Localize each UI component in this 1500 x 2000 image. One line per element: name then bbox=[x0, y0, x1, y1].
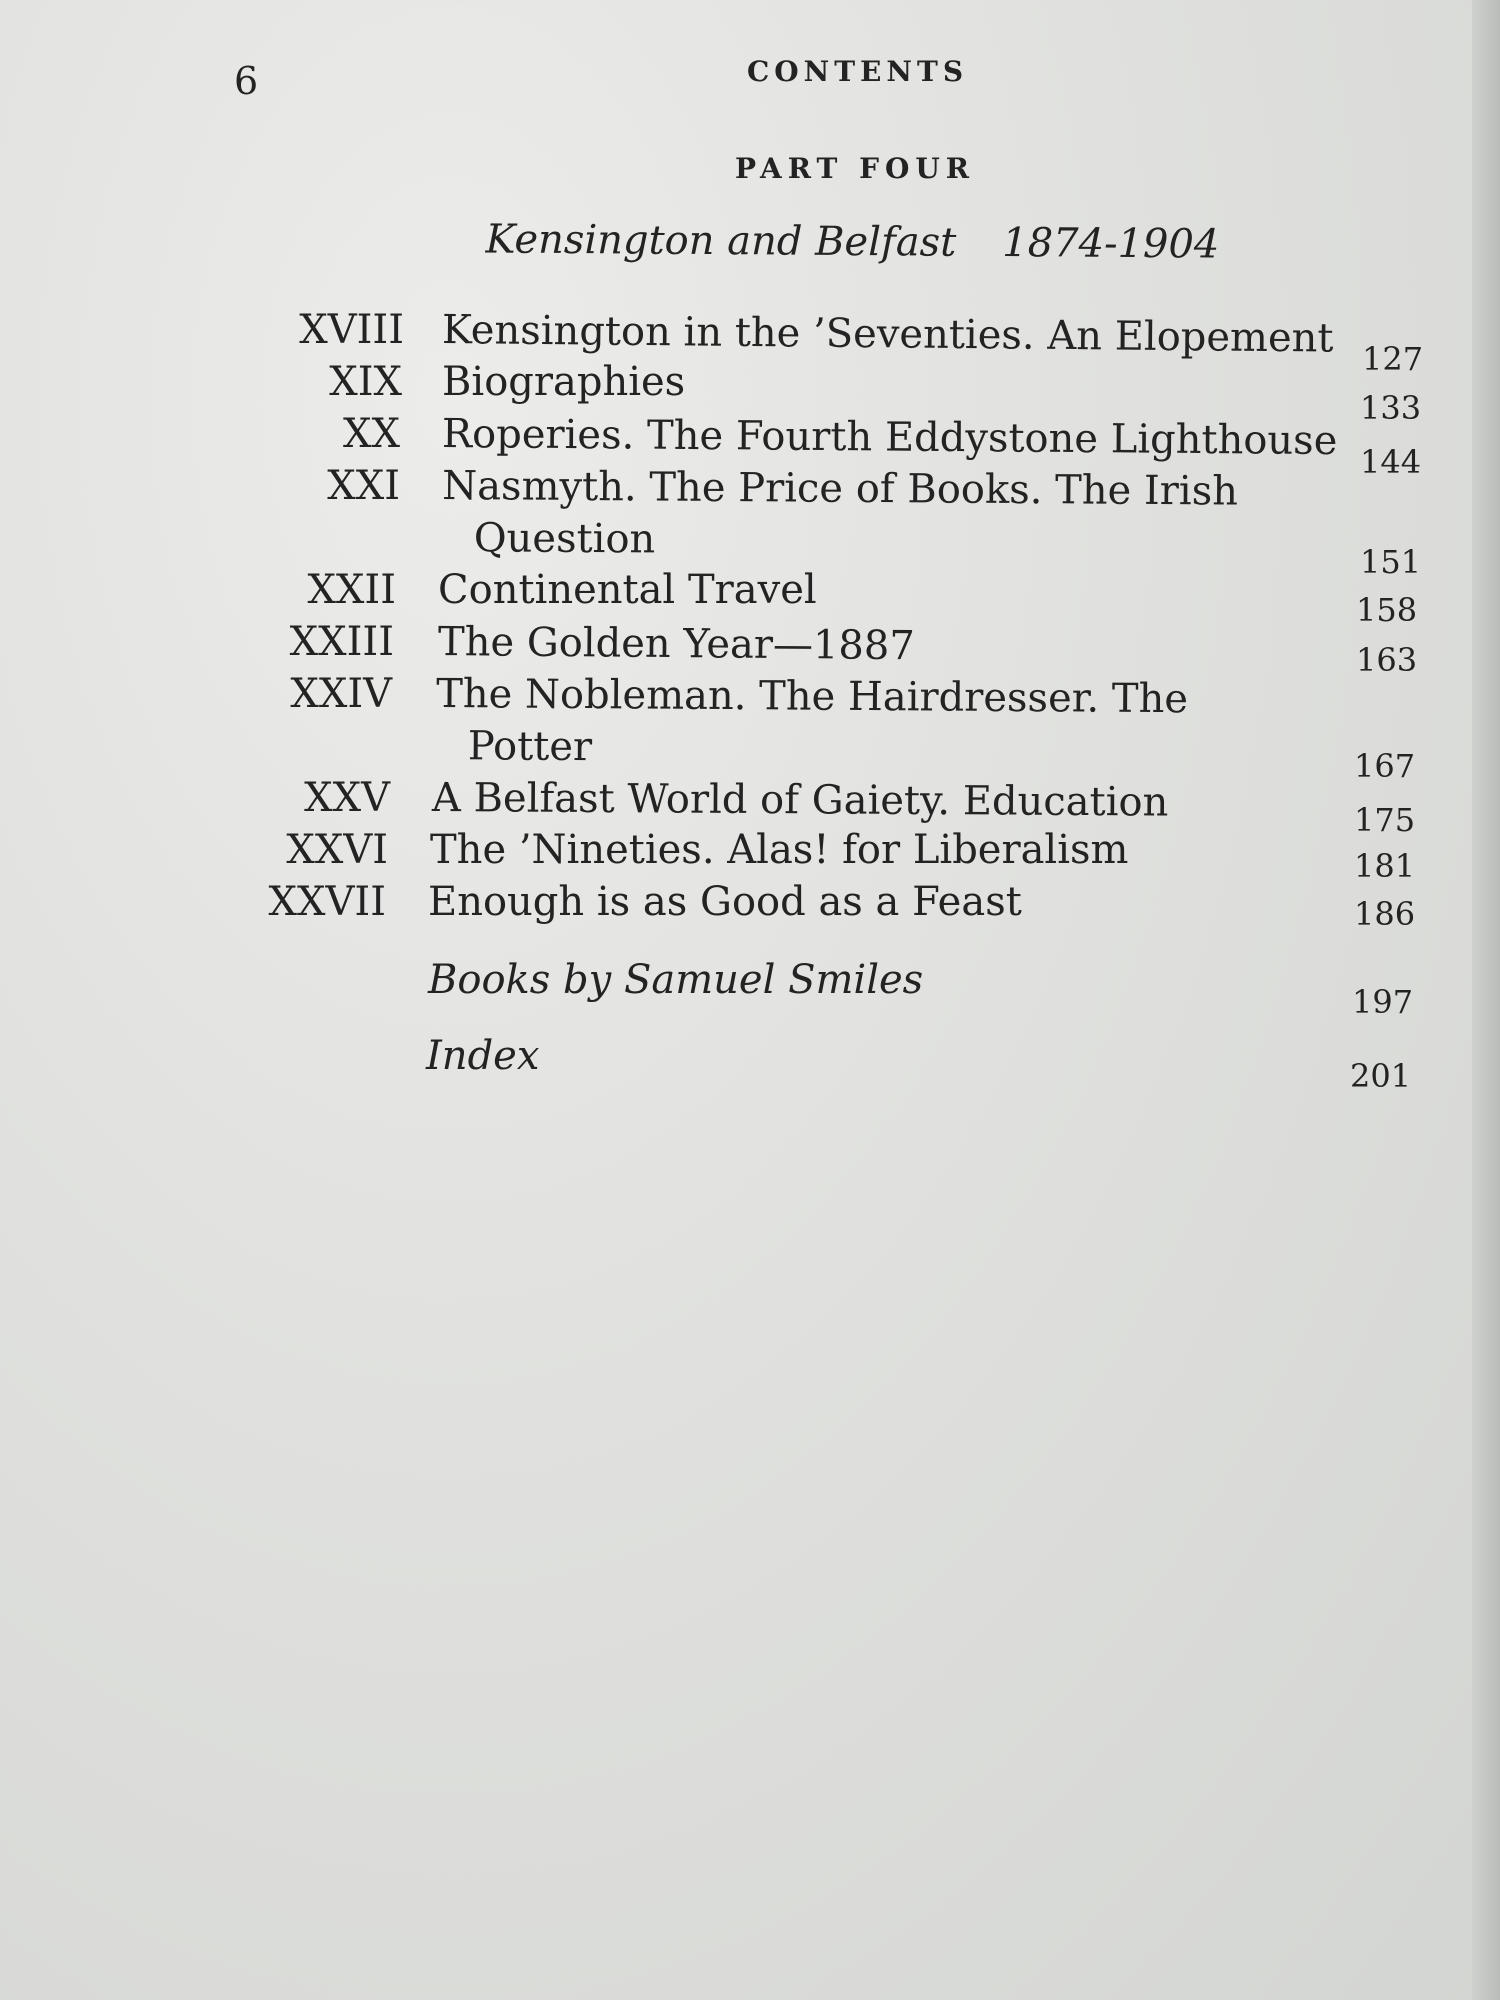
chapter-page: 186 bbox=[1354, 895, 1416, 933]
chapter-page: 181 bbox=[1354, 847, 1416, 885]
running-head: CONTENTS bbox=[746, 55, 969, 88]
chapter-title-text: Biographies bbox=[442, 359, 686, 405]
chapter-title-text: Roperies. The Fourth Eddystone Lighthouse bbox=[441, 411, 1338, 465]
chapter-title-text: The ’Nineties. Alas! for Liberalism bbox=[430, 827, 1129, 873]
part-heading: PART FOUR bbox=[734, 152, 976, 185]
chapter-title-continuation: Question bbox=[473, 515, 656, 563]
chapter-page: 127 bbox=[1362, 340, 1424, 378]
chapter-title bbox=[436, 668, 1317, 778]
chapter-number: XXVII bbox=[268, 879, 386, 925]
chapter-number: XXV bbox=[304, 775, 390, 821]
chapter-title-continuation: Potter bbox=[467, 723, 593, 771]
chapter-number: XX bbox=[343, 411, 400, 457]
chapter-title-text: Enough is as Good as a Feast bbox=[428, 879, 1022, 925]
chapter-page: 163 bbox=[1356, 641, 1418, 679]
chapter-title-text: Kensington in the ’Seventies. An Elopement bbox=[441, 307, 1334, 362]
page-number: 6 bbox=[234, 59, 259, 103]
chapter-title-text: Nasmyth. The Price of Books. The Irish bbox=[442, 463, 1239, 515]
chapter-page: 151 bbox=[1360, 543, 1422, 581]
chapter-number: XXI bbox=[327, 463, 400, 509]
chapter-page: 144 bbox=[1360, 443, 1422, 481]
back-matter-title bbox=[428, 954, 1308, 1006]
chapter-title-text: A Belfast World of Gaiety. Education bbox=[431, 775, 1169, 826]
back-matter-title-text: Index bbox=[426, 1033, 540, 1079]
chapter-number: XXII bbox=[307, 567, 396, 613]
part-subtitle: Kensington and Belfast bbox=[485, 216, 957, 266]
chapter-title bbox=[438, 564, 1318, 616]
chapter-number: XXIII bbox=[289, 619, 394, 665]
back-matter-title-text: Books by Samuel Smiles bbox=[428, 957, 924, 1003]
back-matter-page: 197 bbox=[1352, 983, 1414, 1021]
chapter-title bbox=[442, 460, 1323, 570]
chapter-number: XXVI bbox=[286, 827, 388, 873]
part-years: 1874-1904 bbox=[1002, 220, 1220, 268]
chapter-title bbox=[441, 408, 1338, 467]
chapter-number: XXIV bbox=[290, 671, 392, 717]
chapter-page: 158 bbox=[1356, 591, 1418, 629]
chapter-title-text: Continental Travel bbox=[438, 567, 817, 613]
chapter-title bbox=[442, 356, 1322, 408]
chapter-number: XVIII bbox=[299, 307, 404, 353]
chapter-page: 167 bbox=[1354, 747, 1416, 785]
chapter-number: XIX bbox=[329, 359, 402, 405]
back-matter-page: 201 bbox=[1350, 1057, 1412, 1095]
chapter-title bbox=[430, 824, 1310, 876]
chapter-title bbox=[438, 616, 1318, 676]
chapter-title bbox=[432, 772, 1312, 829]
chapter-page: 133 bbox=[1360, 389, 1422, 427]
chapter-title-text: The Golden Year—1887 bbox=[437, 619, 915, 670]
chapter-title-text: The Nobleman. The Hairdresser. The bbox=[436, 671, 1189, 723]
back-matter-title bbox=[426, 1030, 1306, 1082]
chapter-title bbox=[428, 876, 1308, 928]
chapter-page: 175 bbox=[1354, 801, 1416, 839]
